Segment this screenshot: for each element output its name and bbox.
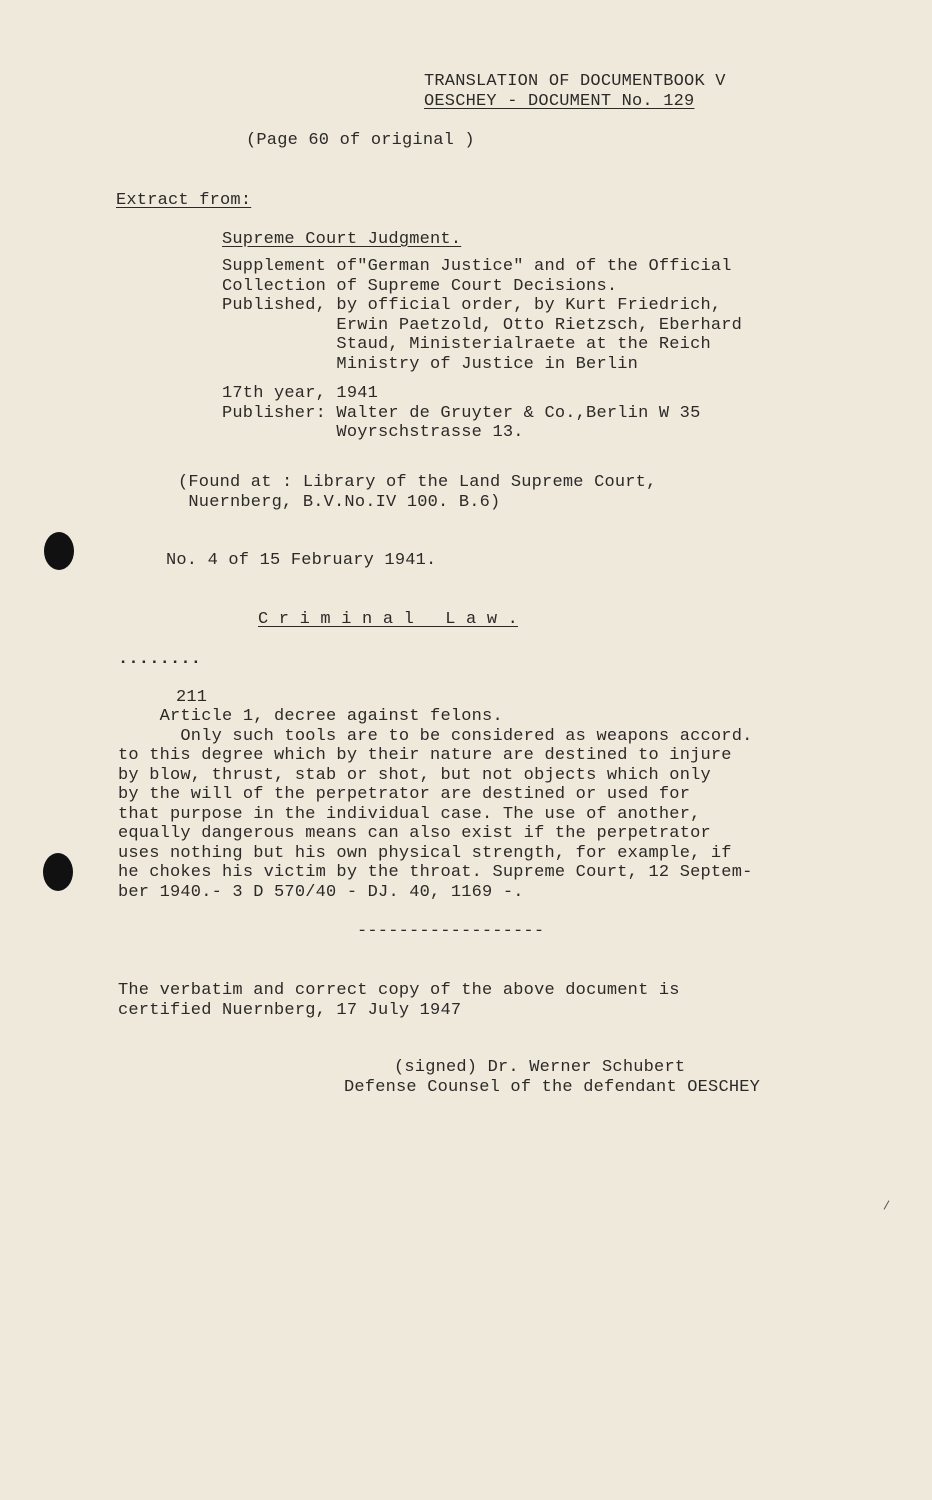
pencil-mark	[884, 1200, 890, 1209]
decision-line: uses nothing but his own physical strength, for example, if	[118, 843, 732, 863]
found-at-note	[178, 473, 656, 512]
certification-line: The verbatim and correct copy of the above document is	[118, 981, 680, 1000]
certification-line: certified Nuernberg, 17 July 1947	[118, 1000, 462, 1020]
punch-hole-top	[44, 532, 74, 570]
ellipsis: ........	[118, 650, 202, 669]
decision-line: ber 1940.- 3 D 570/40 - DJ. 40, 1169 -.	[118, 882, 524, 902]
page-reference: (Page 60 of original )	[246, 131, 475, 150]
decision-line: Article 1, decree against felons.	[118, 707, 503, 726]
decision-number: 211	[176, 688, 208, 707]
decision-line: that purpose in the individual case. The use of another,	[118, 804, 701, 824]
punch-hole-bottom	[43, 853, 73, 891]
publication-line: Woyrschstrasse 13.	[222, 423, 524, 442]
signature-line-1: (signed) Dr. Werner Schubert	[394, 1058, 686, 1077]
source-line: Supplement of"German Justice" and of the Official	[222, 257, 732, 276]
decision-line: Only such tools are to be considered as weapons accord.	[118, 726, 753, 746]
decision-line: by blow, thrust, stab or shot, but not objects which only	[118, 765, 711, 785]
header-line-1: TRANSLATION OF DOCUMENTBOOK V	[424, 72, 726, 91]
source-details	[222, 257, 742, 374]
found-at-line: Nuernberg, B.V.No.IV 100. B.6)	[178, 492, 501, 512]
publication-line: Publisher: Walter de Gruyter & Co.,Berlin W 35	[222, 403, 701, 423]
publication-line: 17th year, 1941	[222, 384, 379, 403]
decision-line: to this degree which by their nature are destined to injure	[118, 746, 732, 765]
header-line-2: OESCHEY - DOCUMENT No. 129	[424, 92, 695, 111]
source-line: Collection of Supreme Court Decisions.	[222, 276, 618, 296]
source-line: Erwin Paetzold, Otto Rietzsch, Eberhard	[222, 315, 743, 335]
source-title: Supreme Court Judgment.	[222, 230, 462, 249]
source-line: Staud, Ministerialraete at the Reich	[222, 335, 711, 354]
decision-text	[118, 707, 753, 902]
divider: ------------------	[357, 922, 545, 941]
found-at-line: (Found at : Library of the Land Supreme Court,	[178, 473, 657, 492]
extract-label: Extract from:	[116, 191, 252, 210]
signature-line-2: Defense Counsel of the defendant OESCHEY	[344, 1078, 761, 1097]
decision-line: equally dangerous means can also exist if the perpetrator	[118, 824, 711, 843]
issue-line: No. 4 of 15 February 1941.	[166, 551, 437, 570]
source-line: Published, by official order, by Kurt Friedrich,	[222, 296, 722, 315]
decision-line: he chokes his victim by the throat. Supreme Court, 12 Septem-	[118, 863, 753, 882]
certification	[118, 981, 680, 1020]
publication-details	[222, 384, 700, 443]
decision-line: by the will of the perpetrator are destined or used for	[118, 785, 691, 804]
source-line: Ministry of Justice in Berlin	[222, 354, 639, 374]
section-title: C r i m i n a l L a w .	[258, 610, 519, 629]
